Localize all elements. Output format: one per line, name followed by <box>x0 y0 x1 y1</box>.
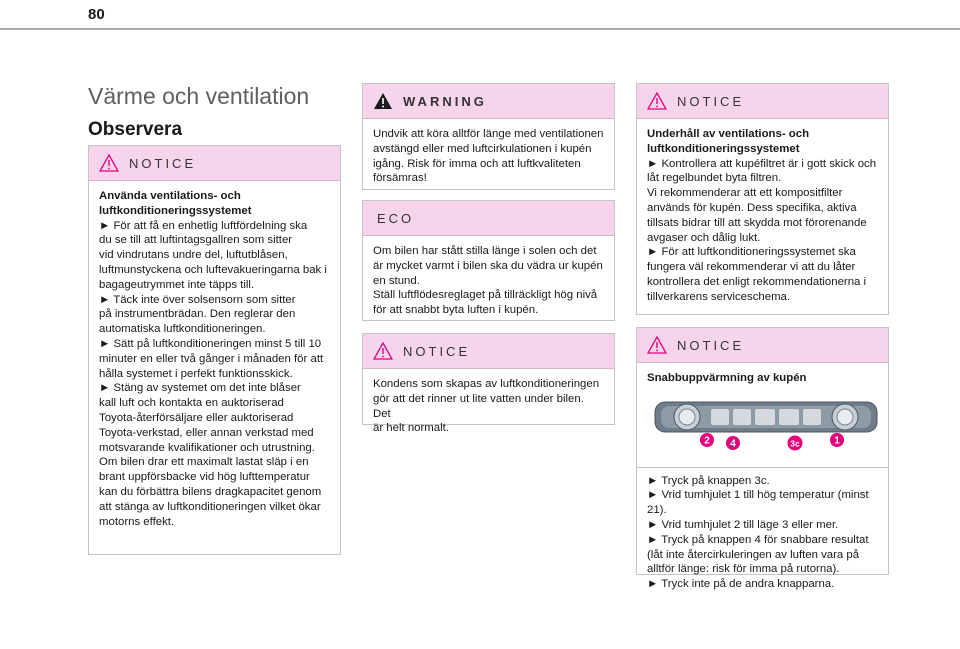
notice-line: på instrumentbrädan. Den reglerar den <box>99 308 296 321</box>
notice-line: luftkonditioneringssystemet <box>647 142 800 155</box>
notice-box-maintenance <box>636 83 889 315</box>
warning-line: avstängd eller med luftcirkulationen i kupén <box>373 142 592 155</box>
notice-line: Om bilen drar ett maximalt lastat släp i en <box>99 456 309 469</box>
notice-line: används för kupén. Dess specifika, aktiva <box>647 201 857 214</box>
notice-line: ► Tryck på knappen 3c. <box>647 474 770 487</box>
notice-line: avgaser och dålig lukt. <box>647 231 761 244</box>
notice-body <box>637 363 888 592</box>
notice-line: vid vindrutans undre del, luftutblåsen, <box>99 249 288 262</box>
notice-line: ► Tryck inte på de andra knapparna. <box>647 578 835 591</box>
warning-triangle-icon <box>99 154 119 172</box>
notice-line: tillverkarens serviceschema. <box>647 290 791 303</box>
notice-body <box>89 181 340 529</box>
notice-line: ► Stäng av systemet om det inte blåser <box>99 382 301 395</box>
header-rule <box>0 28 960 30</box>
warning-triangle-icon <box>373 92 393 110</box>
notice-line: Toyota-återförsäljare eller auktoriserad <box>99 411 294 424</box>
notice-line: kan du förbättra bilens dragkapacitet genom <box>99 485 322 498</box>
eco-line: Ställ luftflödesreglaget på tillräckligt hög nivå <box>373 289 598 302</box>
section-heading: Observera <box>88 119 183 140</box>
notice-label: NOTICE <box>677 93 745 109</box>
notice-line: minuter en eller två gånger i månaden för att <box>99 352 324 365</box>
notice-line: ► Täck inte över solsensorn som sitter <box>99 293 296 306</box>
notice-line: (låt inte återcirkuleringen av luften vara på <box>647 548 860 561</box>
notice-box-condensation <box>362 333 615 435</box>
warning-header <box>363 84 614 119</box>
figure-label-4: 4 <box>730 438 736 450</box>
page-title: Värme och ventilation <box>88 83 310 109</box>
warning-box <box>362 83 615 190</box>
notice-line: Underhåll av ventilations- och <box>647 128 810 140</box>
notice-line: ► Tryck på knappen 4 för snabbare resultat <box>647 533 869 546</box>
notice-line: att stänga av luftkonditioneringen vilket ökar <box>99 500 321 513</box>
notice-line: Toyota-verkstad, eller annan verkstad med <box>99 426 314 439</box>
warning-triangle-icon <box>373 342 393 360</box>
notice-header <box>89 146 340 181</box>
notice-line: alltför länge: risk för imma på rutorna). <box>647 563 840 576</box>
warning-line: försämras! <box>373 172 427 185</box>
notice-line: ► För att luftkonditioneringssystemet ska <box>647 246 856 259</box>
notice-body <box>637 119 888 305</box>
figure-label-3c: 3c <box>790 438 800 449</box>
notice-body <box>363 369 614 436</box>
notice-header <box>637 84 888 119</box>
figure-label-2: 2 <box>704 435 710 447</box>
notice-line: tillsats bidrar till att skydda mot förorenande <box>647 216 867 229</box>
notice-line: ► Kontrollera att kupéfiltret är i gott skick och <box>647 157 877 170</box>
notice-header <box>363 334 614 369</box>
eco-line: Om bilen har stått stilla länge i solen och det <box>373 245 597 257</box>
notice-line: ► Vrid tumhjulet 2 till läge 3 eller mer. <box>647 518 839 531</box>
eco-line: är mycket varmt i bilen ska du vädra ur kupén <box>373 259 603 272</box>
notice-box-quick-heating <box>636 327 889 591</box>
warning-triangle-icon <box>647 92 667 110</box>
eco-line: för att snabbt byta luften i kupén. <box>373 304 539 317</box>
eco-line: en stund. <box>373 274 420 287</box>
notice-label: NOTICE <box>677 337 745 353</box>
warning-line: igång. Risk för imma och att luftkvaliteten <box>373 157 581 170</box>
warning-line: Undvik att köra alltför länge med ventilationen <box>373 128 604 140</box>
notice-label: NOTICE <box>403 343 471 359</box>
notice-line: Använda ventilations- och <box>99 190 241 202</box>
eco-header <box>363 201 614 236</box>
notice-line: ► För att få en enhetlig luftfördelning ska <box>99 219 308 232</box>
figure-label-1: 1 <box>834 435 840 447</box>
notice-line: kontrollera det enligt rekommendationerna i <box>647 275 867 288</box>
notice-label: NOTICE <box>129 155 197 171</box>
eco-label: ECO <box>377 210 415 226</box>
notice-line: bagageutrymmet inte täpps till. <box>99 278 255 291</box>
eco-box <box>362 200 615 321</box>
notice-header <box>637 328 888 363</box>
climate-control-panel-figure <box>647 394 893 454</box>
notice-line: fungera väl rekommenderar vi att du låter <box>647 261 856 274</box>
notice-line: ► Vrid tumhjulet 1 till hög temperatur (minst <box>647 489 869 502</box>
notice-line: Kondens som skapas av luftkonditioneringen <box>373 378 600 390</box>
warning-body <box>363 119 614 186</box>
notice-line: 21). <box>647 504 667 517</box>
notice-line: motsvarande kvalifikationer och utrustning. <box>99 441 315 454</box>
page-number: 80 <box>88 6 105 23</box>
figure-divider <box>637 467 888 468</box>
warning-triangle-icon <box>647 336 667 354</box>
notice-line: brant uppförsbacke vid hög lufttemperatur <box>99 471 310 484</box>
notice-line: luftmunstyckena och luftevakueringarna bak i <box>99 263 327 276</box>
notice-line: hålla systemet i perfekt funktionsskick. <box>99 367 293 380</box>
notice-subtitle: Snabbuppvärmning av kupén <box>647 372 807 384</box>
notice-line: du se till att luftintagsgallren som sitter <box>99 234 293 247</box>
notice-line: låt regelbundet byta filtren. <box>647 172 782 185</box>
notice-line: luftkonditioneringssystemet <box>99 204 252 217</box>
eco-body <box>363 236 614 318</box>
notice-box-ventilation-usage <box>88 145 341 555</box>
notice-line: automatiska luftkonditioneringen. <box>99 323 266 336</box>
warning-label: WARNING <box>403 93 487 109</box>
notice-line: Vi rekommenderar att ett kompositfilter <box>647 187 843 200</box>
notice-line: motorns effekt. <box>99 515 175 528</box>
notice-line: gör att det rinner ut lite vatten under bilen. Det <box>373 392 584 420</box>
notice-line: kall luft och kontakta en auktoriserad <box>99 397 284 410</box>
notice-line: är helt normalt. <box>373 422 449 435</box>
notice-line: ► Sätt på luftkonditioneringen minst 5 till 10 <box>99 337 322 350</box>
